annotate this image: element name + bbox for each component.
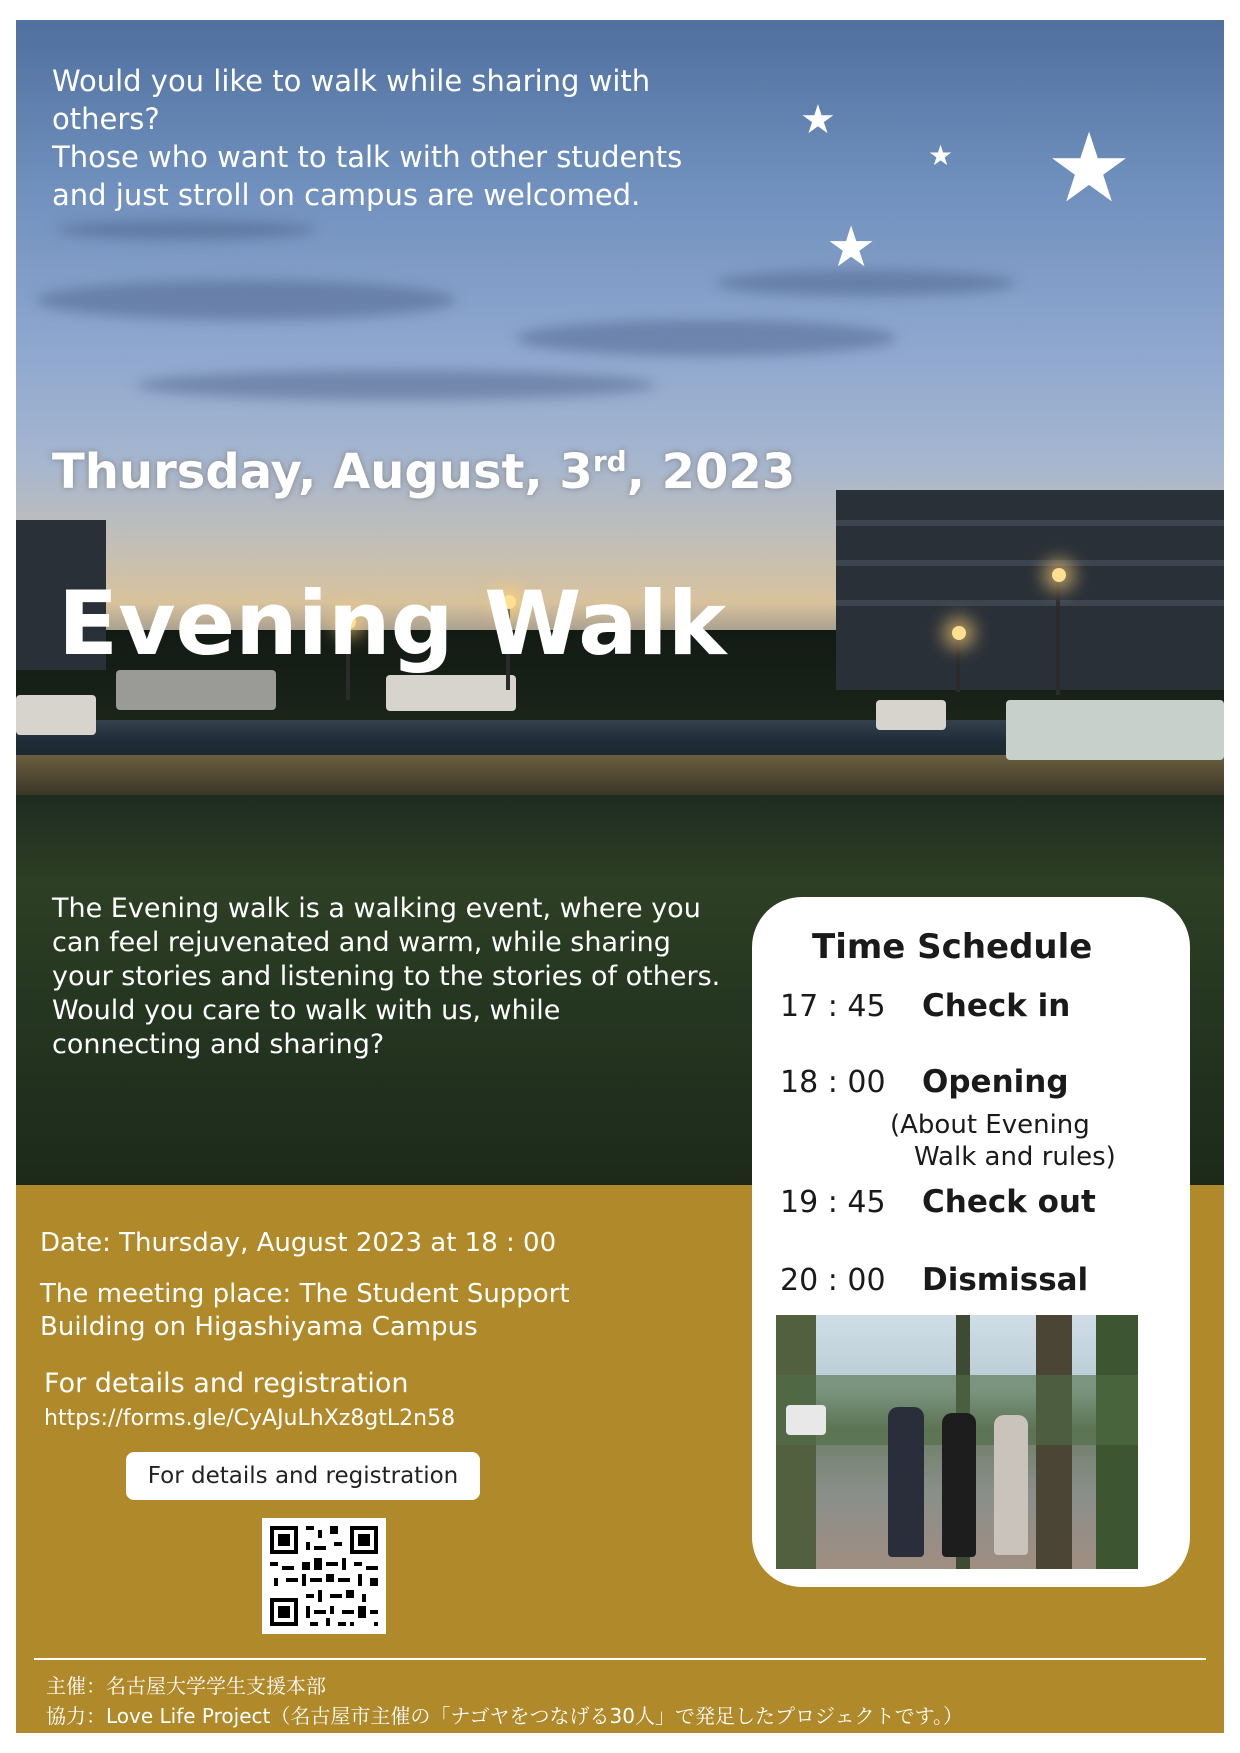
time-schedule-card — [752, 897, 1190, 1587]
intro-line: Would you like to walk while sharing with — [52, 64, 651, 98]
schedule-label: Check in — [922, 988, 1071, 1024]
event-date-heading — [52, 444, 795, 500]
schedule-time: 17 : 45 — [780, 989, 886, 1024]
description-line: your stories and listening to the stories of others. — [52, 961, 721, 992]
footer-cooperation: 協力：Love Life Project（名古屋市主催の「ナゴヤをつなげる30人」で発足したプロジェクトです。） — [46, 1704, 964, 1728]
schedule-time: 18 : 00 — [780, 1065, 886, 1100]
qr-code[interactable] — [262, 1518, 386, 1634]
star-icon: ★ — [928, 139, 954, 172]
event-title: Evening Walk — [58, 572, 727, 675]
schedule-label: Opening — [922, 1064, 1069, 1100]
description-line: can feel rejuvenated and warm, while sharing — [52, 927, 671, 958]
footer-divider — [34, 1658, 1206, 1660]
event-date-suffix: rd — [592, 445, 627, 478]
schedule-label: Check out — [922, 1184, 1096, 1220]
schedule-time: 19 : 45 — [780, 1185, 886, 1220]
meeting-place-line: The meeting place: The Student Support — [40, 1279, 570, 1309]
schedule-note-line: Walk and rules) — [914, 1142, 1116, 1172]
poster — [16, 20, 1224, 1733]
schedule-note-line: (About Evening — [890, 1110, 1090, 1140]
meeting-place-line: Building on Higashiyama Campus — [40, 1312, 478, 1342]
schedule-label: Dismissal — [922, 1262, 1089, 1298]
info-date: Date: Thursday, August 2023 at 18 : 00 — [40, 1228, 557, 1258]
registration-label: For details and registration — [44, 1368, 409, 1399]
schedule-title: Time Schedule — [812, 927, 1093, 967]
schedule-time: 20 : 00 — [780, 1263, 886, 1298]
event-date-year: , 2023 — [626, 444, 796, 500]
intro-line: and just stroll on campus are welcomed. — [52, 178, 641, 212]
intro-line: others? — [52, 102, 160, 136]
event-date-main: Thursday, August, 3 — [52, 444, 593, 500]
registration-url[interactable]: https://forms.gle/CyAJuLhXz8gtL2n58 — [44, 1406, 456, 1431]
star-icon: ★ — [826, 215, 877, 280]
schedule-note — [890, 1109, 1116, 1173]
description-line: Would you care to walk with us, while — [52, 995, 561, 1026]
registration-button[interactable]: For details and registration — [126, 1452, 480, 1500]
walking-students-photo — [776, 1315, 1138, 1569]
description-line: The Evening walk is a walking event, where you — [52, 893, 701, 924]
description-line: connecting and sharing? — [52, 1029, 385, 1060]
star-icon: ★ — [800, 97, 836, 143]
footer-organizer: 主催：名古屋大学学生支援本部 — [46, 1674, 326, 1698]
intro-text — [52, 62, 732, 214]
event-description — [52, 892, 742, 1062]
info-meeting-place — [40, 1278, 660, 1344]
star-icon: ★ — [1046, 112, 1133, 224]
intro-line: Those who want to talk with other students — [52, 140, 683, 174]
